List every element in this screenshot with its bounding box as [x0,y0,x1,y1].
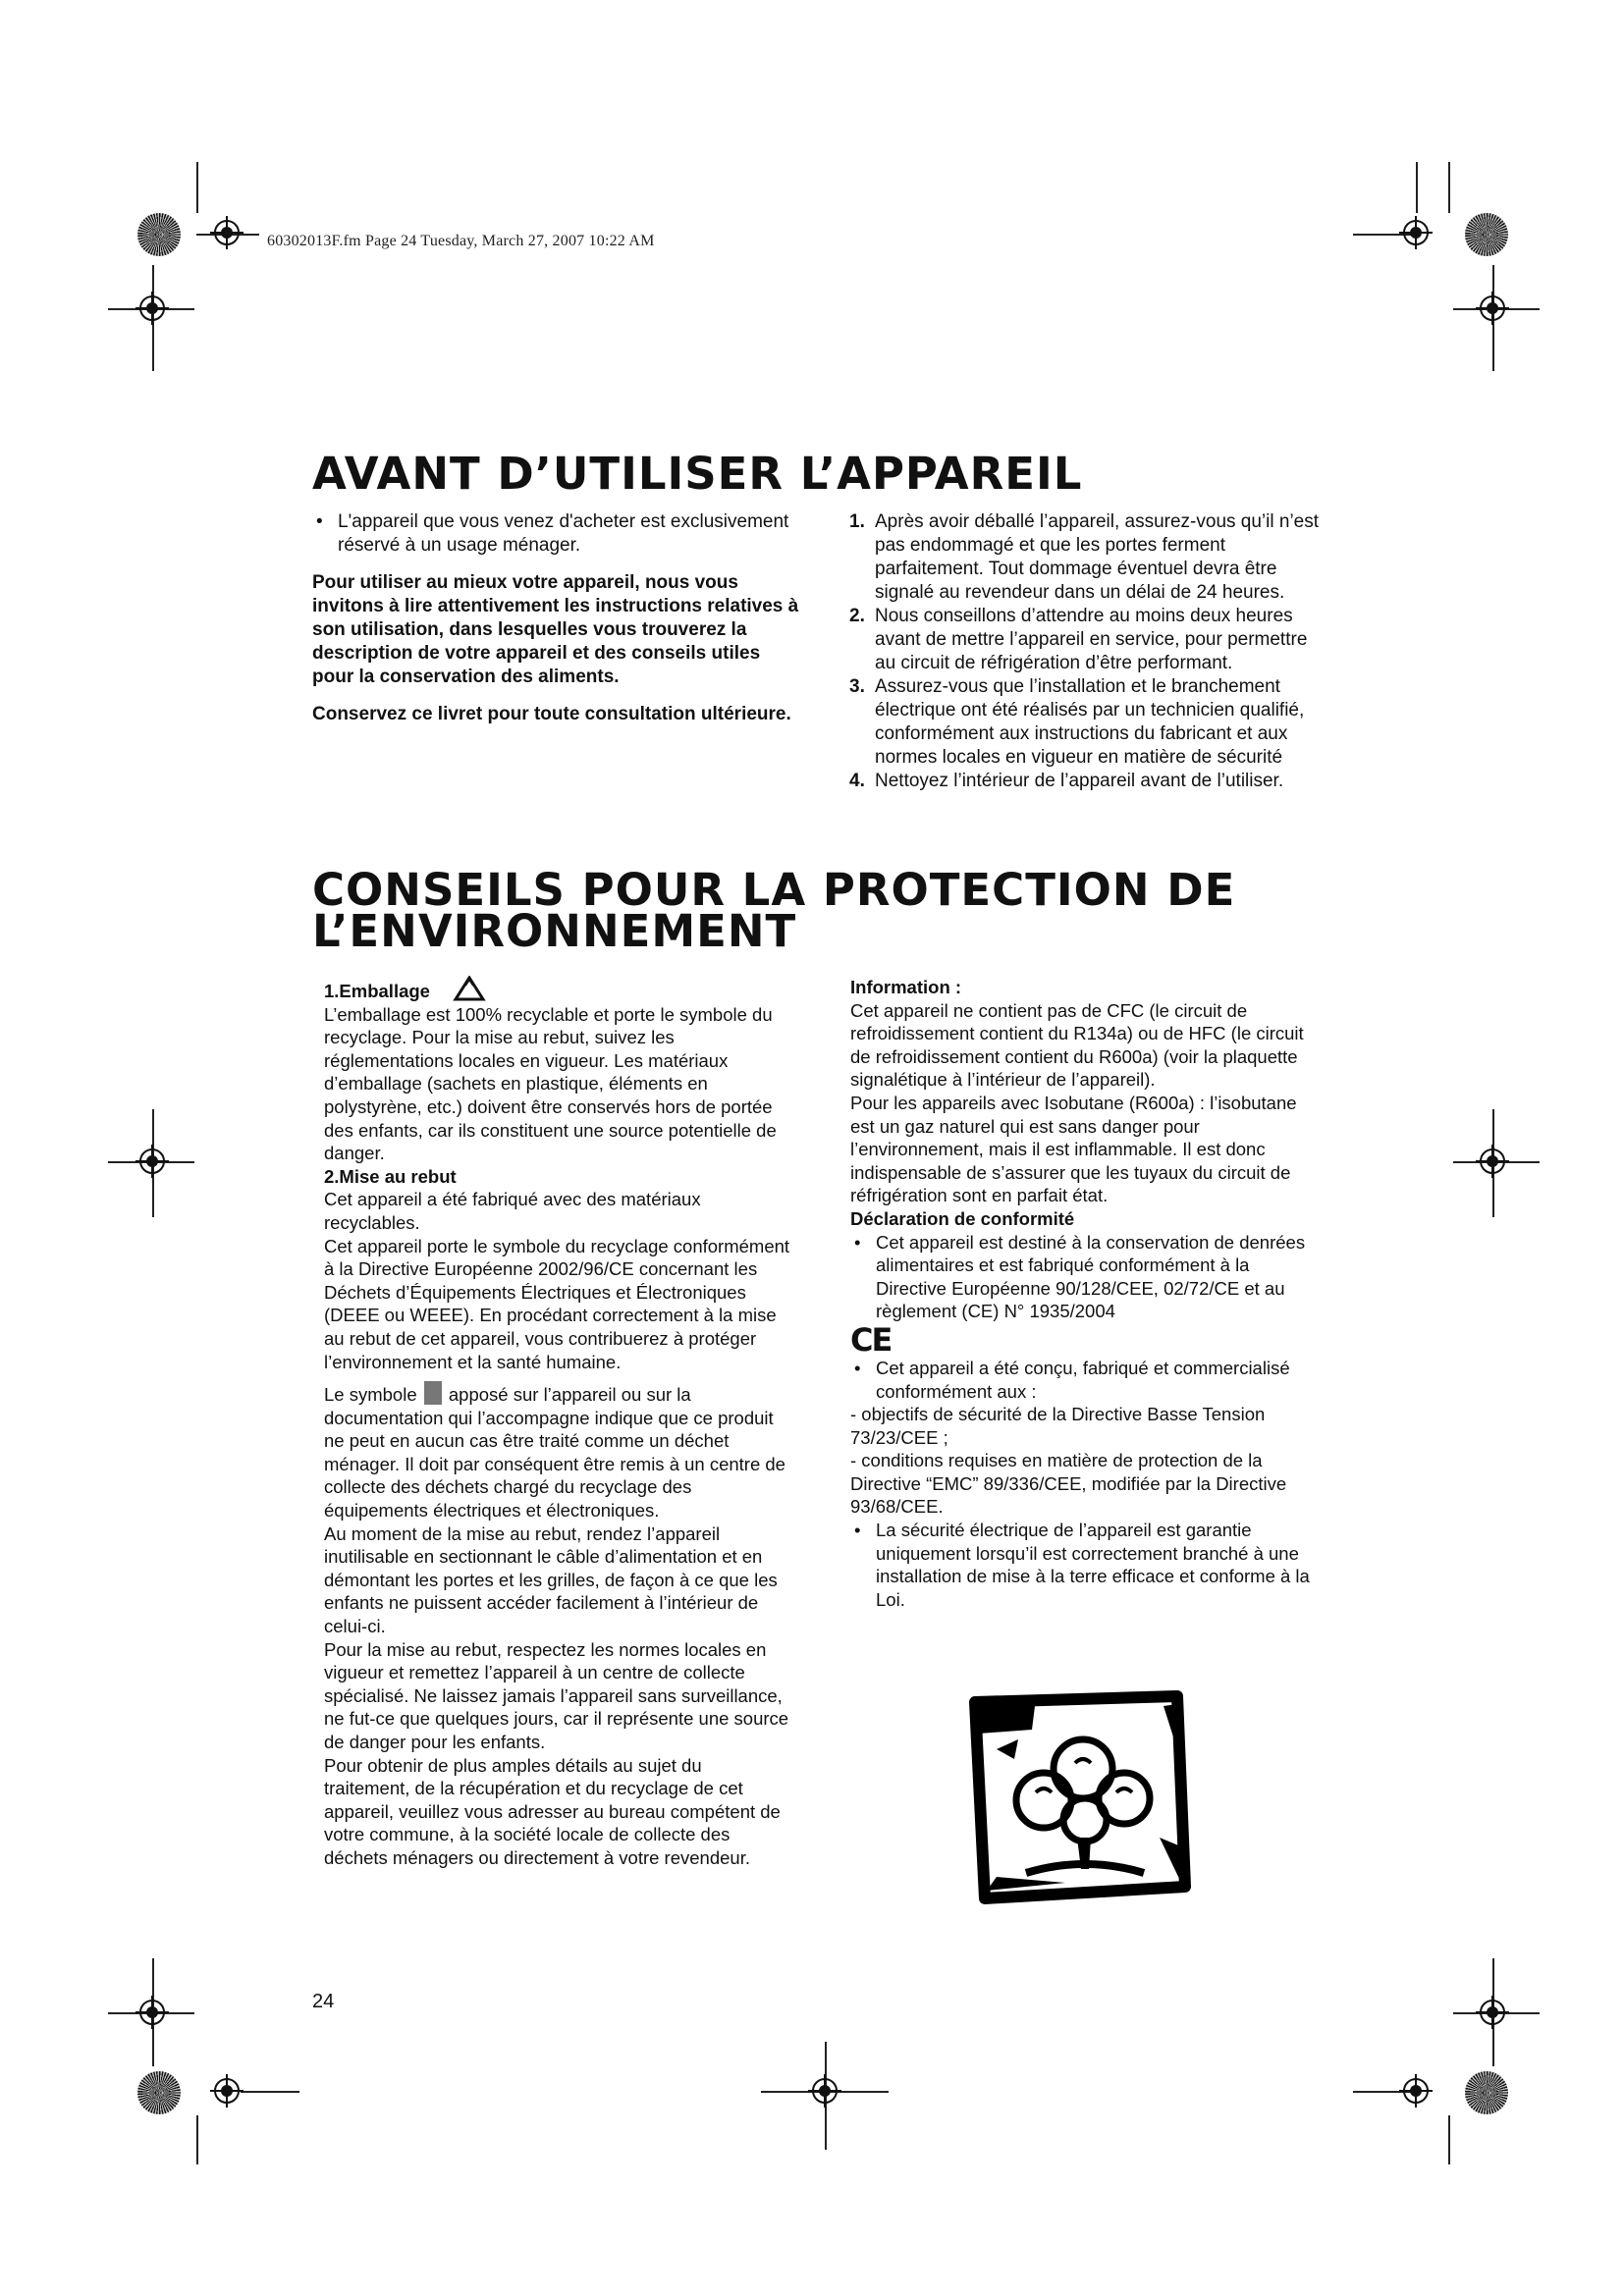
declaration-heading: Déclaration de conformité [850,1207,1075,1229]
objective-2: - conditions requises en matière de protection de la Directive “EMC” 89/336/CEE, modifiée par la Directive 93/68/CEE. [850,1450,1287,1518]
rebut-paragraph-1: Cet appareil a été fabriqué avec des matériaux recyclables. [324,1189,701,1233]
instructions-paragraph: Pour utiliser au mieux votre appareil, nous vous invitons à lire attentivement les instructions relatives à son utilisation, dans lesquelles vous trouverez la description de votre appareil et des conseils utiles pour la conservation des aliments. [312,572,799,687]
recycle-icon [453,976,486,1001]
numbered-item-4: 4. Nettoyez l’intérieur de l’appareil avant de l’utiliser. [849,771,1284,791]
registration-crosshair-icon [1476,1996,1509,2029]
emballage-paragraph: L’emballage est 100% recyclable et porte le symbole du recyclage. Pour la mise au rebut, suivez les réglementations locales en vigueur. Les matériaux d’emballage (sachets en plastique, éléments en polystyrène, etc.) doivent être conservés hors de portée des enfants, car ils constituent une source potentielle de danger. [324,1003,777,1164]
section1-right-column [849,510,1321,793]
section2-right-column [850,976,1317,1611]
information-heading: Information : [850,977,962,997]
symbole-paragraph: Le symbole apposé sur l’appareil ou sur la documentation qui l’accompagne indique que ce produit ne peut en aucun cas être traité comme un déchet ménager. Il doit par conséquent être remis à un centre de collecte des déchets chargé du recyclage des équipements électriques et électroniques. [324,1381,790,1522]
registration-crosshair-icon [1399,2074,1433,2108]
numbered-item-2: 2. Nous conseillons d’attendre au moins deux heures avant de mettre l’appareil en service, pour permettre au circuit de réfrigération d’être performant. [849,606,1308,673]
declaration-bullet-1: • Cet appareil est destiné à la conservation de denrées alimentaires et est fabriqué conformément à la Directive Européenne 90/128/CEE, 02/72/CE et au règlement (CE) N° 1935/2004 [850,1231,1317,1323]
registration-crosshair-icon [135,292,169,325]
rebut-paragraph-2: Cet appareil porte le symbole du recyclage conformément à la Directive Européenne 2002/96/CE concernant les Déchets d’Équipements Électriques et Électroniques (DEEE ou WEEE). En procédant correctement à la mise au rebut de cet appareil, vous contribuerez à protéger l’environnement et la santé humaine. [324,1235,790,1372]
emballage-heading: 1.Emballage [324,976,790,1003]
ce-mark-icon: CE [850,1320,892,1359]
registration-crosshair-icon [808,2074,841,2108]
information-paragraph: Cet appareil ne contient pas de CFC (le circuit de refroidissement contient du R134a) ou de HFC (le circuit de refroidissement contient du R600a) (voir la plaquette signalétique à l’intérieur de l’appareil). [850,999,1304,1091]
weee-bin-icon [424,1381,442,1405]
registration-crosshair-icon [1476,1145,1509,1178]
section-title-line2: L’ENVIRONNEMENT [312,905,797,957]
page-number: 24 [312,1991,335,2012]
declaration-bullet-3: • La sécurité électrique de l’appareil est garantie uniquement lorsqu’il est correctement branché à une installation de mise à la terre efficace et conforme à la Loi. [850,1519,1317,1611]
pour-obtenir-paragraph: Pour obtenir de plus amples détails au sujet du traitement, de la récupération et du recyclage de cet appareil, veuillez vous adresser au bureau compétent de votre commune, à la société locale de collecte des déchets ménagers ou directement à votre revendeur. [324,1754,781,1868]
registration-star-top-right [1465,213,1508,256]
pour-mise-paragraph: Pour la mise au rebut, respectez les normes locales en vigueur et remettez l’appareil à un centre de collecte spécialisé. Ne laissez jamais l’appareil sans surveillance, ne fut-ce que quelques jours, car il représente une source de danger pour les enfants. [324,1638,789,1752]
tree-stamp-logo [967,1690,1191,1908]
section2-left-column [324,976,790,1870]
objective-1: - objectifs de sécurité de la Directive Basse Tension 73/23/CEE ; [850,1404,1266,1448]
registration-crosshair-icon [1476,292,1509,325]
registration-crosshair-icon [210,2074,244,2108]
section1-left-column [312,510,803,726]
numbered-item-1: 1. Après avoir déballé l’appareil, assurez-vous qu’il n’est pas endommagé et que les portes ferment parfaitement. Tout dommage éventuel devra être signalé au revendeur dans un délai de 24 heures. [849,511,1320,603]
declaration-bullet-2: • Cet appareil a été conçu, fabriqué et commercialisé conformément aux : [850,1357,1317,1403]
section-title-avant: AVANT D’UTILISER L’APPAREIL [312,448,1083,500]
isobutane-paragraph: Pour les appareils avec Isobutane (R600a) : l’isobutane est un gaz naturel qui est sans danger pour l’environnement, mais il est inflammable. Il est donc indispensable de s’assurer que les tuyaux du circuit de réfrigération sont en parfait état. [850,1092,1297,1206]
rebut-heading: 2.Mise au rebut [324,1165,457,1187]
registration-crosshair-icon [1399,216,1433,249]
registration-star-top-left [137,213,181,256]
registration-crosshair-icon [210,216,244,249]
section-title-environment [312,864,1236,957]
numbered-item-3: 3. Assurez-vous que l’installation et le branchement électrique ont été réalisés par un technicien qualifié, conformément aux instructions du fabricant et aux normes locales en vigueur en matière de sécurité [849,676,1305,768]
registration-star-bottom-right [1465,2071,1508,2114]
file-info-slug: 60302013F.fm Page 24 Tuesday, March 27, 2007 10:22 AM [267,233,655,249]
keep-booklet-paragraph: Conservez ce livret pour toute consultation ultérieure. [312,704,791,724]
registration-star-bottom-left [137,2071,181,2114]
section-title-line1: CONSEILS POUR LA PROTECTION DE [312,864,1236,916]
registration-crosshair-icon [135,1145,169,1178]
registration-crosshair-icon [135,1996,169,2029]
moment-paragraph: Au moment de la mise au rebut, rendez l’appareil inutilisable en sectionnant le câble d’alimentation et en démontant les portes et les grilles, de façon à ce que les enfants ne puissent accéder facilement à l’intérieur de celui-ci. [324,1522,778,1637]
usage-bullet: • L'appareil que vous venez d'acheter est exclusivement réservé à un usage ménager. [312,510,803,558]
